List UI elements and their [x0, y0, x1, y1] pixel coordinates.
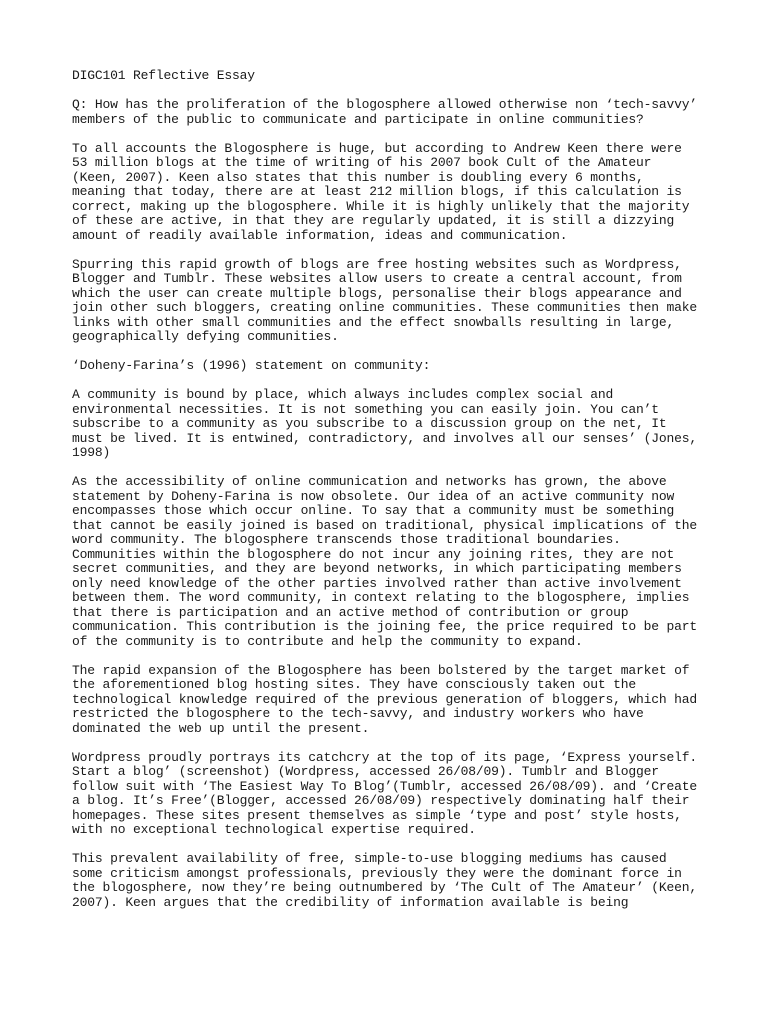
- paragraph-line: Communities within the blogosphere do not incur any joining rites, they are not: [72, 546, 675, 562]
- paragraph-gap: [72, 127, 728, 142]
- paragraph-line: the aforementioned blog hosting sites. They have consciously taken out the: [72, 677, 636, 692]
- paragraph-line: follow suit with ‘The Easiest Way To Blog’(Tumblr, accessed 26/08/09). and ‘Create: [72, 778, 697, 794]
- paragraph-line: of the community is to contribute and help the community to expand.: [72, 633, 583, 649]
- paragraph-line: amount of readily available information, ideas and communication.: [72, 227, 568, 243]
- paragraph-line: subscribe to a community as you subscribe to a discussion group on the net, It: [72, 416, 667, 431]
- paragraph-gap: [72, 461, 728, 476]
- paragraph-line: restricted the blogosphere to the tech-savvy, and industry workers who have: [72, 706, 644, 721]
- paragraph-gap: [72, 345, 728, 360]
- paragraph-line: technological knowledge required of the previous generation of bloggers, which had: [72, 691, 697, 707]
- paragraph-line: 53 million blogs at the time of writing of his 2007 book Cult of the Amateur: [72, 155, 652, 170]
- paragraph-line: must be lived. It is entwined, contradictory, and involves all our senses’ (Jones,: [72, 430, 697, 446]
- paragraph-gap: [72, 838, 728, 853]
- paragraph-line: homepages. These sites present themselves as simple ‘type and post’ style hosts,: [72, 807, 682, 823]
- paragraph-line: 1998): [72, 445, 111, 460]
- paragraph-line: A community is bound by place, which always includes complex social and: [72, 387, 614, 402]
- document-body: [72, 69, 728, 910]
- paragraph-line: of these are active, in that they are regularly updated, it is still a dizzying: [72, 213, 675, 228]
- paragraph-line: Spurring this rapid growth of blogs are free hosting websites such as Wordpress,: [72, 256, 682, 272]
- paragraph-gap: [72, 736, 728, 751]
- paragraph-gap: [72, 649, 728, 664]
- paragraph-line: secret communities, and they are beyond networks, in which participating members: [72, 561, 682, 576]
- paragraph-line: The rapid expansion of the Blogosphere has been bolstered by the target market of: [72, 662, 690, 678]
- paragraph-line: To all accounts the Blogosphere is huge, but according to Andrew Keen there were: [72, 140, 682, 156]
- paragraph-line: statement by Doheny-Farina is now obsolete. Our idea of an active community now: [72, 488, 675, 504]
- paragraph-line: 2007). Keen argues that the credibility of information available is being: [72, 894, 629, 910]
- paragraph-line: that there is participation and an active method of contribution or group: [72, 604, 629, 620]
- paragraph-line: meaning that today, there are at least 212 million blogs, if this calculation is: [72, 184, 682, 199]
- question-line: Q: How has the proliferation of the blogosphere allowed otherwise non ‘tech-savvy’: [72, 97, 697, 112]
- paragraph-gap: [72, 374, 728, 389]
- paragraph-line: word community. The blogosphere transcends those traditional boundaries.: [72, 532, 621, 547]
- document-title: DIGC101 Reflective Essay: [72, 68, 255, 83]
- paragraph-line: Blogger and Tumblr. These websites allow users to create a central account, from: [72, 271, 682, 286]
- paragraph-line: with no exceptional technological expertise required.: [72, 822, 476, 837]
- paragraph-line: a blog. It’s Free’(Blogger, accessed 26/08/09) respectively dominating half their: [72, 793, 690, 808]
- paragraph-line: (Keen, 2007). Keen also states that this number is doubling every 6 months,: [72, 169, 644, 185]
- paragraph-line: communication. This contribution is the joining fee, the price required to be part: [72, 619, 697, 634]
- paragraph-gap: [72, 243, 728, 258]
- paragraph-line: which the user can create multiple blogs, personalise their blogs appearance and: [72, 285, 682, 301]
- paragraph-line: environmental necessities. It is not something you can easily join. You can’t: [72, 401, 659, 417]
- paragraph-line: geographically defying communities.: [72, 329, 339, 344]
- paragraph-line: Wordpress proudly portrays its catchcry at the top of its page, ‘Express yourself.: [72, 749, 697, 765]
- paragraph-line: links with other small communities and the effect snowballs resulting in large,: [72, 314, 675, 330]
- paragraph-line: dominated the web up until the present.: [72, 720, 370, 736]
- paragraph-line: ‘Doheny-Farina’s (1996) statement on community:: [72, 358, 431, 373]
- paragraph-line: only need knowledge of the other parties involved rather than active involvement: [72, 575, 682, 591]
- paragraph-line: the blogosphere, now they’re being outnumbered by ‘The Cult of The Amateur’ (Keen,: [72, 880, 697, 895]
- paragraph-line: As the accessibility of online communication and networks has grown, the above: [72, 474, 667, 489]
- paragraph-gap: [72, 84, 728, 99]
- paragraph-line: that cannot be easily joined is based on traditional, physical implications of the: [72, 517, 697, 533]
- paragraph-line: join other such bloggers, creating online communities. These communities then make: [72, 300, 697, 315]
- paragraph-line: Start a blog’ (screenshot) (Wordpress, accessed 26/08/09). Tumblr and Blogger: [72, 764, 659, 779]
- paragraph-line: some criticism amongst professionals, previously they were the dominant force in: [72, 865, 682, 881]
- question-line: members of the public to communicate and participate in online communities?: [72, 111, 644, 127]
- paragraph-line: between them. The word community, in context relating to the blogosphere, implies: [72, 590, 690, 605]
- paragraph-line: encompasses those which occur online. To say that a community must be something: [72, 503, 675, 518]
- paragraph-line: This prevalent availability of free, simple-to-use blogging mediums has caused: [72, 851, 667, 866]
- paragraph-line: correct, making up the blogosphere. While it is highly unlikely that the majority: [72, 198, 690, 214]
